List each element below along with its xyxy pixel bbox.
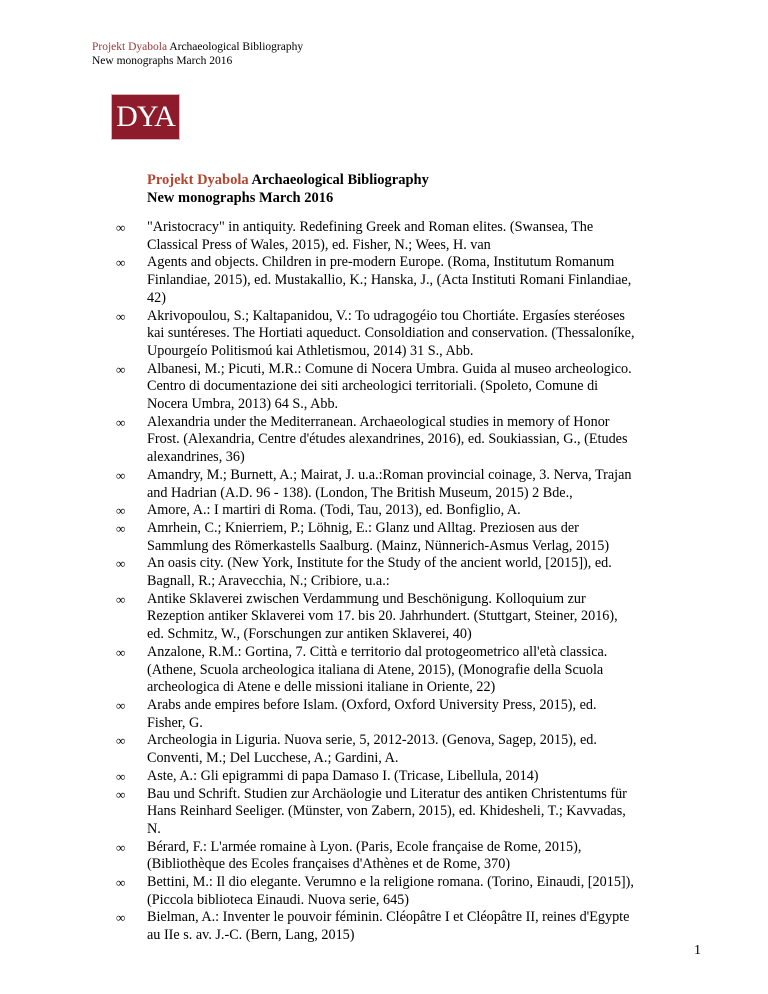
dya-logo	[112, 95, 179, 139]
bibliography-entry	[116, 768, 636, 786]
document-title-rest: Archaeological Bibliography	[251, 172, 429, 188]
infinity-bullet-icon: ∞	[116, 467, 126, 483]
infinity-bullet-icon: ∞	[116, 591, 126, 607]
bibliography-entry	[116, 414, 636, 467]
entry-text: Arabs ande empires before Islam. (Oxford, Oxford University Press, 2015), ed. Fisher, G.	[147, 696, 597, 731]
entry-text: Amandry, M.; Burnett, A.; Mairat, J. u.a.:Roman provincial coinage, 3. Nerva, Trajan and Hadrian (A.D. 96 - 138). (London, The British Museum, 2015) 2 Bde.,	[147, 466, 632, 501]
infinity-bullet-icon: ∞	[116, 414, 126, 430]
bibliography-entry	[116, 502, 636, 520]
bibliography-entry	[116, 732, 636, 767]
entry-text: Anzalone, R.M.: Gortina, 7. Città e territorio dal protogeometrico all'età classica. (Athene, Scuola archeologica italiana di Atene, 2015), (Monografie della Scuola archeologica di Atene e delle missioni italiane in Oriente, 22)	[147, 643, 608, 696]
infinity-bullet-icon: ∞	[116, 556, 126, 572]
entry-text: Albanesi, M.; Picuti, M.R.: Comune di Nocera Umbra. Guida al museo archeologico. Centro di documentazione dei siti archeologici territoriali. (Spoleto, Comune di Nocera Umbra, 2013) 64 S., Abb.	[147, 360, 632, 413]
bibliography-entry	[116, 254, 636, 307]
infinity-bullet-icon: ∞	[116, 361, 126, 377]
bibliography-entry	[116, 467, 636, 502]
entry-text: Bérard, F.: L'armée romaine à Lyon. (Paris, Ecole française de Rome, 2015), (Bibliothèque des Ecoles françaises d'Athènes et de Rome, 370)	[147, 838, 582, 873]
bibliography-entry	[116, 874, 636, 909]
infinity-bullet-icon: ∞	[116, 875, 126, 891]
document-title-line	[147, 171, 429, 189]
page-number: 1	[694, 943, 701, 958]
infinity-bullet-icon: ∞	[116, 786, 126, 802]
infinity-bullet-icon: ∞	[116, 308, 126, 324]
infinity-bullet-icon: ∞	[116, 255, 126, 271]
infinity-bullet-icon: ∞	[116, 733, 126, 749]
bibliography-entry	[116, 909, 636, 944]
entry-text: Amrhein, C.; Knierriem, P.; Löhnig, E.: Glanz und Alltag. Preziosen aus der Sammlung des Römerkastells Saalburg. (Mainz, Nünnerich-Asmus Verlag, 2015)	[147, 519, 610, 554]
entry-text: Bettini, M.: Il dio elegante. Verumno e la religione romana. (Torino, Einaudi, [2015]), (Piccola biblioteca Einaudi. Nuova serie, 645)	[147, 874, 634, 908]
logo-text: DYA	[116, 100, 175, 133]
infinity-bullet-icon: ∞	[116, 220, 126, 235]
bibliography-entry	[116, 644, 636, 697]
entry-text: Amore, A.: I martiri di Roma. (Todi, Tau, 2013), ed. Bonfiglio, A.	[147, 502, 521, 519]
infinity-bullet-icon: ∞	[116, 697, 126, 713]
bibliography-entry	[116, 786, 636, 839]
running-header-title	[92, 40, 303, 54]
bibliography-entry	[116, 361, 636, 414]
entry-text: "Aristocracy" in antiquity. Redefining Greek and Roman elites. (Swansea, The Classical Press of Wales, 2015), ed. Fisher, N.; Wees, H. van	[147, 219, 594, 253]
document-title	[147, 171, 429, 207]
entry-text: Bau und Schrift. Studien zur Archäologie und Literatur des antiken Christentums für Hans Reinhard Seeliger. (Münster, von Zabern, 2015), ed. Khidesheli, T.; Kavvadas, N.	[147, 785, 627, 837]
running-header	[92, 40, 303, 68]
bibliography-entry	[116, 555, 636, 590]
entry-text: Akrivopoulou, S.; Kaltapanidou, V.: To udragogéio tou Chortiáte. Ergasíes steréoses kai suntéreses. The Hortiati aqueduct. Consoldiation and conservation. (Thessaloníke, Upourgeío Politismoú kai Athletismou, 2014) 31 S., Abb.	[147, 307, 635, 359]
running-header-title-rest: Archaeological Bibliography	[169, 41, 304, 53]
bibliography-entry	[116, 308, 636, 361]
entry-text: Archeologia in Liguria. Nuova serie, 5, 2012-2013. (Genova, Sagep, 2015), ed. Conventi, M.; Del Lucchese, A.; Gardini, A.	[147, 732, 597, 767]
bibliography-entry	[116, 697, 636, 732]
entry-text: An oasis city. (New York, Institute for the Study of the ancient world, [2015]), ed. Bagnall, R.; Aravecchia, N.; Cribiore, u.a.:	[147, 555, 612, 590]
entry-text: Aste, A.: Gli epigrammi di papa Damaso I. (Tricase, Libellula, 2014)	[147, 767, 539, 784]
infinity-bullet-icon: ∞	[116, 910, 126, 926]
entry-text: Antike Sklaverei zwischen Verdammung und Beschönigung. Kolloquium zur Rezeption antiker Sklaverei vom 17. bis 20. Jahrhundert. (Stuttgart, Steiner, 2016), ed. Schmitz, W., (Forschungen zur antiken Sklaverei, 40)	[147, 590, 618, 643]
bibliography-entry	[116, 591, 636, 644]
entry-text: Agents and objects. Children in pre-modern Europe. (Roma, Institutum Romanum Finlandiae, 2015), ed. Mustakallio, K.; Hanska, J., (Acta Instituti Romani Finlandiae, 42)	[147, 254, 632, 306]
running-header-subtitle: New monographs March 2016	[92, 55, 233, 67]
running-header-brand: Projekt Dyabola	[92, 41, 168, 53]
bibliography-entry	[116, 520, 636, 555]
infinity-bullet-icon: ∞	[116, 644, 126, 660]
infinity-bullet-icon: ∞	[116, 768, 126, 784]
infinity-bullet-icon: ∞	[116, 839, 126, 855]
entry-text: Alexandria under the Mediterranean. Archaeological studies in memory of Honor Frost. (Alexandria, Centre d'études alexandrines, 2016), ed. Soukiassian, G., (Etudes alexandrines, 36)	[147, 413, 628, 466]
entry-text: Bielman, A.: Inventer le pouvoir féminin. Cléopâtre I et Cléopâtre II, reines d'Egypte au IIe s. av. J.-C. (Bern, Lang, 2015)	[147, 909, 630, 944]
infinity-bullet-icon: ∞	[116, 520, 126, 536]
bibliography-entry	[116, 839, 636, 874]
bibliography-entry	[116, 219, 636, 254]
document-title-brand: Projekt Dyabola	[147, 172, 249, 188]
document-subtitle: New monographs March 2016	[147, 190, 334, 206]
infinity-bullet-icon: ∞	[116, 503, 126, 519]
bibliography-list	[116, 219, 636, 945]
